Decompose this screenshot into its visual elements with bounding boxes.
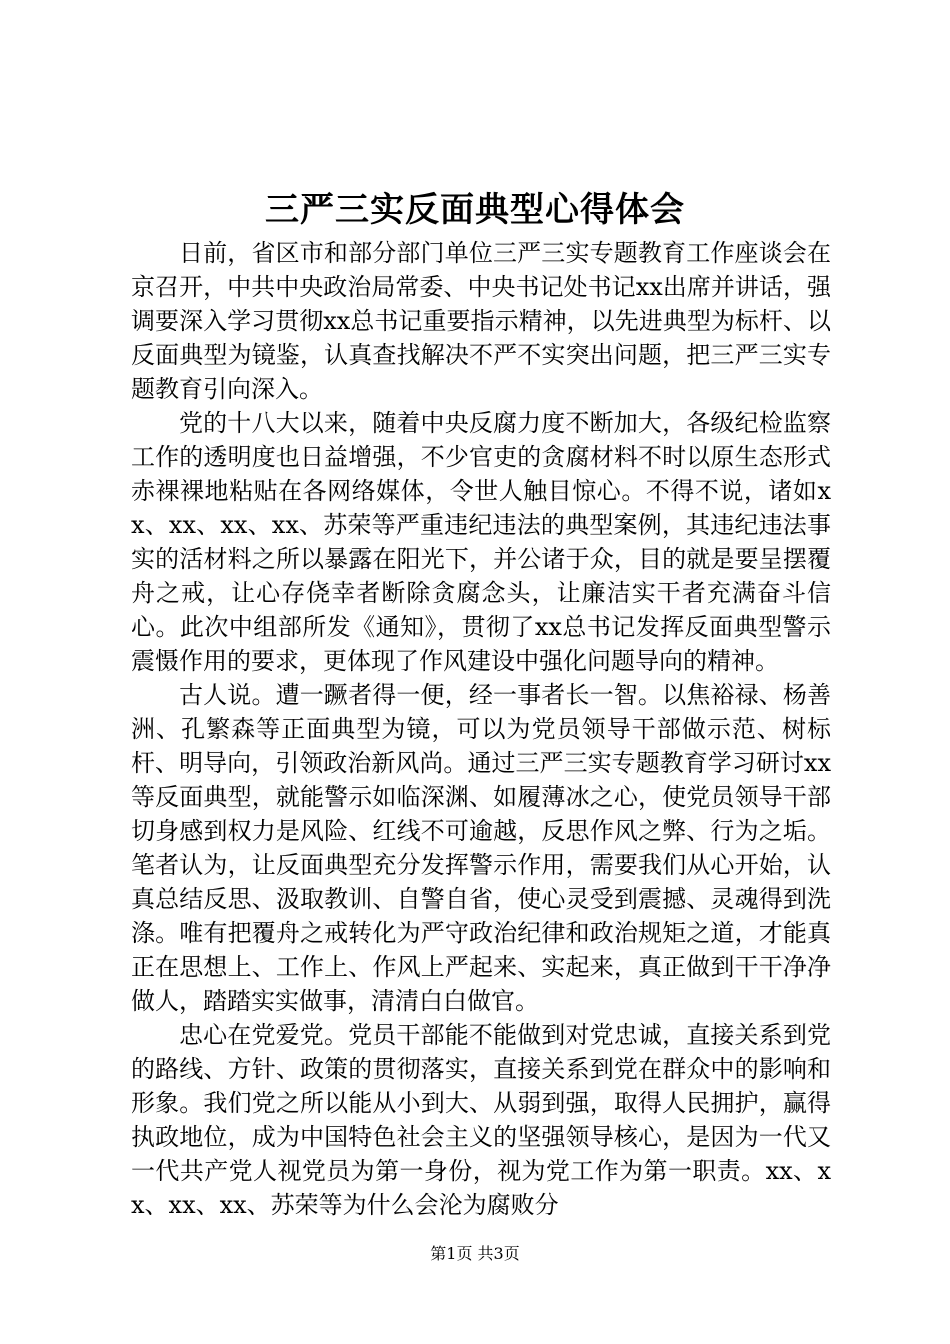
paragraph: 古人说。遭一蹶者得一便，经一事者长一智。以焦裕禄、杨善洲、孔繁森等正面典型为镜，可以为党员领导干部做示范、树标杆、明导向，引领政治新风尚。通过三严三实专题教育学习研讨xx等反面典型，就能警示如临深渊、如履薄冰之心，使党员领导干部切身感到权力是风险、红线不可逾越，反思作风之弊、行为之垢。笔者认为，让反面典型充分发挥警示作用，需要我们从心开始，认真总结反思、汲取教训、自警自省，使心灵受到震撼、灵魂得到洗涤。唯有把覆舟之戒转化为严守政治纪律和政治规矩之道，才能真正在思想上、工作上、作风上严起来、实起来，真正做到干干净净做人，踏踏实实做事，清清白白做官。 <box>131 681 831 1015</box>
paragraph: 日前，省区市和部分部门单位三严三实专题教育工作座谈会在京召开，中共中央政治局常委、中央书记处书记xx出席并讲话，强调要深入学习贯彻xx总书记重要指示精神，以先进典型为标杆、以反面典型为镜鉴，认真查找解决不严不实突出问题，把三严三实专题教育引向深入。 <box>131 239 831 403</box>
paragraph: 党的十八大以来，随着中央反腐力度不断加大，各级纪检监察工作的透明度也日益增强，不少官吏的贪腐材料不时以原生态形式赤裸裸地粘贴在各网络媒体，令世人触目惊心。不得不说，诸如xx、xx、xx、xx、苏荣等严重违纪违法的典型案例，其违纪违法事实的活材料之所以暴露在阳光下，并公诸于众，目的就是要呈摆覆舟之戒，让心存侥幸者断除贪腐念头，让廉洁实干者充满奋斗信心。此次中组部所发《通知》，贯彻了xx总书记发挥反面典型警示震慑作用的要求，更体现了作风建设中强化问题导向的精神。 <box>131 409 831 675</box>
document-body <box>131 236 831 1222</box>
paragraph: 忠心在党爱党。党员干部能不能做到对党忠诚，直接关系到党的路线、方针、政策的贯彻落实，直接关系到党在群众中的影响和形象。我们党之所以能从小到大、从弱到强，取得人民拥护，赢得执政地位，成为中国特色社会主义的坚强领导核心，是因为一代又一代共产党人视党员为第一身份，视为党工作为第一职责。xx、xx、xx、xx、苏荣等为什么会沦为腐败分 <box>131 1021 831 1219</box>
page-number-footer: 第1页 共3页 <box>430 1244 520 1263</box>
document-title: 三严三实反面典型心得体会 <box>265 190 685 230</box>
